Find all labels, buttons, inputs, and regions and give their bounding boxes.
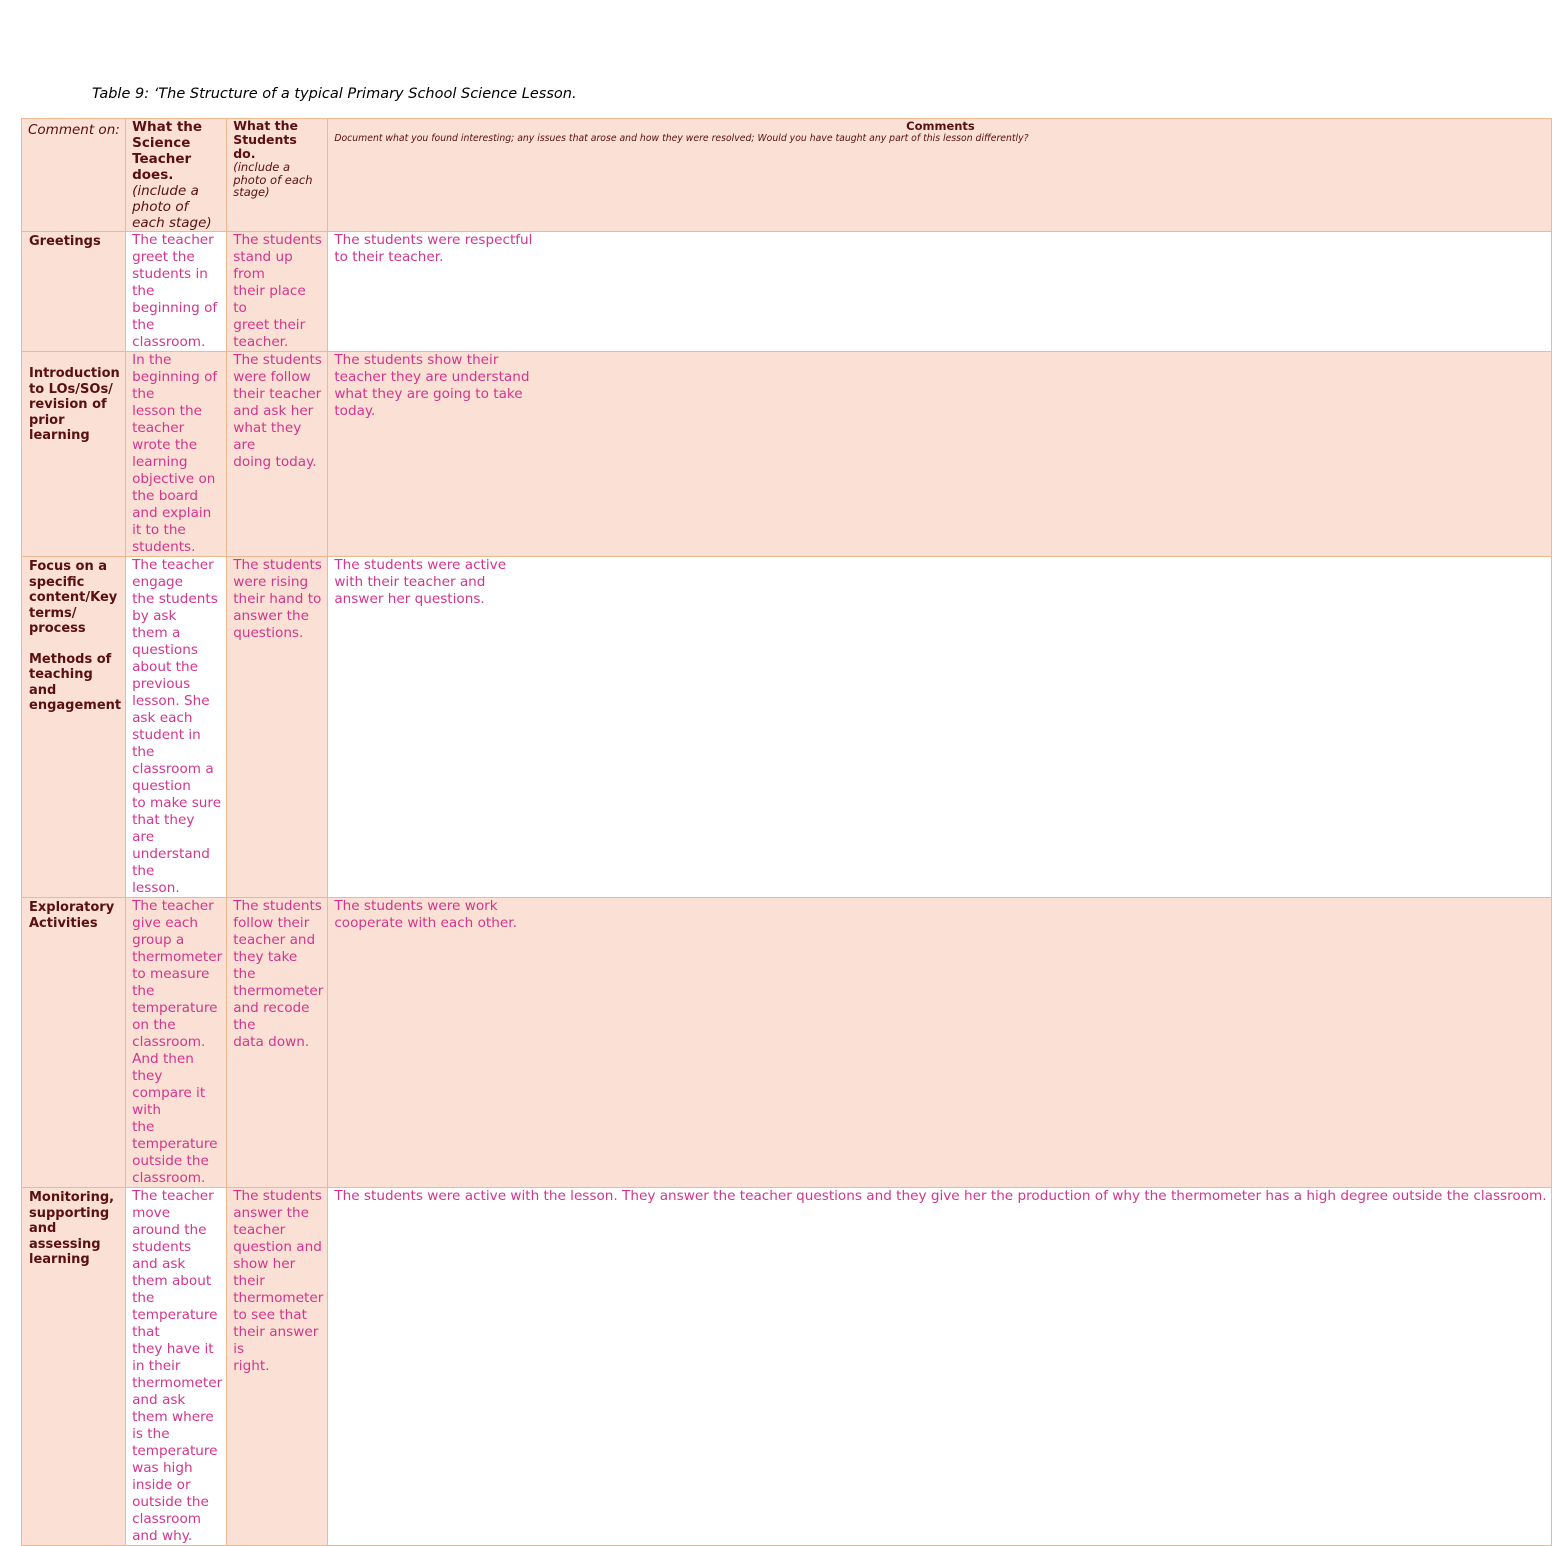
header-comment-on bbox=[22, 119, 126, 232]
row-label-text-methods: Methods of teaching and engagement bbox=[29, 651, 122, 713]
header-teacher-sub: (include a photo of each stage) bbox=[132, 183, 212, 231]
table-row bbox=[22, 898, 1552, 1188]
students-cell: The students follow their teacher and they take the thermometer and recode the data down. bbox=[227, 898, 328, 1188]
teacher-cell: The teacher engage the students by ask them a questions about the previous lesson. She ask each student in the classroom a question to make sure that they are understand the lesson. bbox=[126, 557, 227, 898]
row-label-text: Monitoring, supporting and assessing learning bbox=[29, 1190, 115, 1267]
teacher-cell: In the beginning of the lesson the teacher wrote the learning objective on the board and explain it to the students. bbox=[126, 352, 227, 557]
table-caption: Table 9: ‘The Structure of a typical Primary School Science Lesson. bbox=[92, 86, 577, 102]
row-label-introduction bbox=[22, 352, 126, 557]
header-students bbox=[227, 119, 328, 232]
header-students-sub: (include a photo of each stage) bbox=[233, 160, 313, 199]
students-cell: The students answer the teacher question and show her their thermometer to see that their answer is right. bbox=[227, 1188, 328, 1546]
row-label-text: Focus on a specific content/Key terms/ process bbox=[29, 559, 118, 636]
students-cell: The students were rising their hand to answer the questions. bbox=[227, 557, 328, 898]
lesson-structure-table bbox=[21, 118, 1552, 1546]
label-gap bbox=[29, 637, 121, 652]
row-label-focus bbox=[22, 557, 126, 898]
comments-cell: The students were active with their teacher and answer her questions. bbox=[328, 557, 1551, 898]
table-row bbox=[22, 1188, 1552, 1546]
table-row bbox=[22, 557, 1552, 898]
row-label-text: Introduction to LOs/SOs/ revision of prior learning bbox=[29, 366, 120, 443]
comments-cell: The students were respectful to their teacher. bbox=[328, 232, 1551, 352]
comments-cell: The students show their teacher they are understand what they are going to take today. bbox=[328, 352, 1551, 557]
header-comment-on-label: Comment on: bbox=[28, 122, 120, 138]
row-label-exploratory bbox=[22, 898, 126, 1188]
teacher-cell: The teacher greet the students in the beginning of the classroom. bbox=[126, 232, 227, 352]
table-row bbox=[22, 352, 1552, 557]
header-row bbox=[22, 119, 1552, 232]
comments-cell: The students were active with the lesson. They answer the teacher questions and they give her the production of why the thermometer has a high degree outside the classroom. bbox=[328, 1188, 1551, 1546]
header-teacher bbox=[126, 119, 227, 232]
row-label-text: Greetings bbox=[29, 234, 101, 249]
row-label-greetings bbox=[22, 232, 126, 352]
students-cell: The students stand up from their place to greet their teacher. bbox=[227, 232, 328, 352]
students-cell: The students were follow their teacher and ask her what they are doing today. bbox=[227, 352, 328, 557]
header-teacher-title: What the Science Teacher does. bbox=[132, 119, 203, 183]
header-comments-desc: Document what you found interesting; any issues that arose and how they were resolved; Would you have taught any part of this lesson differently? bbox=[334, 133, 1029, 144]
header-comments bbox=[328, 119, 1551, 232]
table-row bbox=[22, 232, 1552, 352]
row-label-text: Exploratory Activities bbox=[29, 900, 115, 931]
teacher-cell: The teacher move around the students and ask them about the temperature that they have it in their thermometer and ask them where is the temperature was high inside or outside the classroom and why. bbox=[126, 1188, 227, 1546]
header-comments-title: Comments bbox=[906, 119, 975, 133]
comments-cell: The students were work cooperate with each other. bbox=[328, 898, 1551, 1188]
row-label-monitoring bbox=[22, 1188, 126, 1546]
header-students-title: What the Students do. bbox=[233, 118, 299, 161]
teacher-cell: The teacher give each group a thermometer to measure the temperature on the classroom. And then they compare it with the temperature outside the classroom. bbox=[126, 898, 227, 1188]
